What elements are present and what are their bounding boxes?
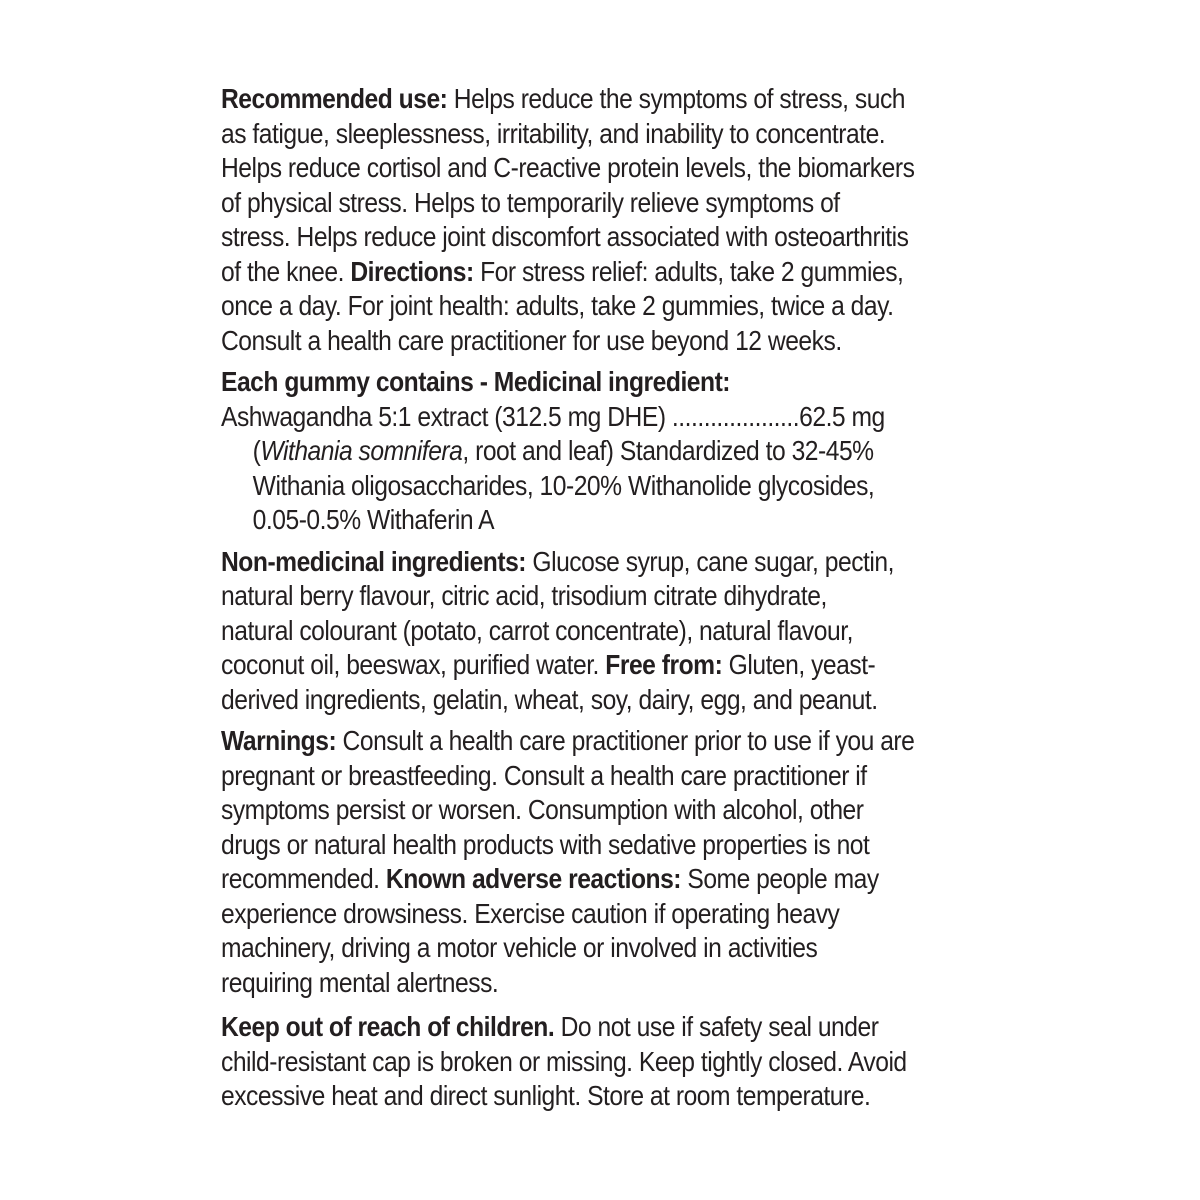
ingredient-detail-line: 0.05-0.5% Withaferin A bbox=[252, 504, 495, 535]
non-medicinal-free-from-line bbox=[221, 648, 907, 683]
directions-line: Consult a health care practitioner for use beyond 12 weeks. bbox=[221, 324, 842, 356]
storage-text: Do not use if safety seal under bbox=[554, 1011, 879, 1042]
recommended-use-line: of physical stress. Helps to temporarily relieve symptoms of bbox=[221, 186, 840, 218]
storage-section bbox=[221, 1010, 1001, 1114]
non-medicinal-line: natural colourant (potato, carrot concentrate), natural flavour, bbox=[221, 614, 853, 646]
warnings-adverse-line bbox=[221, 862, 907, 897]
storage-line: excessive heat and direct sunlight. Store at room temperature. bbox=[221, 1080, 871, 1111]
free-from-heading: Free from: bbox=[605, 649, 723, 680]
directions-heading: Directions: bbox=[350, 255, 474, 287]
free-from-text: Gluten, yeast- bbox=[722, 649, 876, 680]
keep-out-of-reach-heading: Keep out of reach of children. bbox=[221, 1011, 555, 1042]
directions-text: For stress relief: adults, take 2 gummies, bbox=[473, 255, 904, 287]
adverse-reactions-heading: Known adverse reactions: bbox=[385, 863, 682, 894]
recommended-use-section bbox=[221, 82, 1001, 358]
product-label-text bbox=[221, 82, 1001, 1114]
medicinal-heading-text: Each gummy contains - Medicinal ingredient: bbox=[221, 366, 731, 397]
non-medicinal-line bbox=[221, 545, 907, 580]
recommended-use-line bbox=[221, 82, 907, 117]
medicinal-ingredient-section bbox=[221, 365, 1001, 538]
storage-line: child-resistant cap is broken or missing. Keep tightly closed. Avoid bbox=[221, 1045, 907, 1077]
warnings-line: drugs or natural health products with sedative properties is not bbox=[221, 828, 870, 860]
free-from-line: derived ingredients, gelatin, wheat, soy, dairy, egg, and peanut. bbox=[221, 683, 878, 715]
warnings-line: pregnant or breastfeeding. Consult a health care practitioner if bbox=[221, 759, 867, 791]
adverse-reactions-line: experience drowsiness. Exercise caution if operating heavy bbox=[221, 897, 840, 929]
recommended-use-directions-line bbox=[221, 255, 907, 290]
warnings-line: symptoms persist or worsen. Consumption with alcohol, other bbox=[221, 794, 864, 825]
recommended-use-heading: Recommended use: bbox=[221, 83, 448, 114]
paren-open: ( bbox=[252, 435, 261, 466]
warnings-text: recommended. bbox=[221, 863, 386, 894]
non-medicinal-text: coconut oil, beeswax, purified water. bbox=[221, 649, 606, 680]
non-medicinal-heading: Non-medicinal ingredients: bbox=[221, 545, 527, 577]
ingredient-detail-line: Withania oligosaccharides, 10-20% Withanolide glycosides, bbox=[252, 469, 875, 501]
recommended-use-text: Helps reduce the symptoms of stress, such bbox=[447, 83, 906, 114]
ingredient-detail-text: , root and leaf) Standardized to 32-45% bbox=[462, 435, 874, 466]
adverse-reactions-line: requiring mental alertness. bbox=[221, 966, 499, 998]
recommended-use-line: as fatigue, sleeplessness, irritability, and inability to concentrate. bbox=[221, 117, 886, 149]
non-medicinal-text: Glucose syrup, cane sugar, pectin, bbox=[526, 545, 894, 577]
warnings-text: Consult a health care practitioner prior to use if you are bbox=[336, 725, 915, 756]
non-medicinal-section bbox=[221, 545, 1001, 718]
warnings-line bbox=[221, 724, 915, 759]
recommended-use-line: Helps reduce cortisol and C-reactive protein levels, the biomarkers bbox=[221, 152, 915, 183]
non-medicinal-line: natural berry flavour, citric acid, trisodium citrate dihydrate, bbox=[221, 580, 827, 611]
directions-line: once a day. For joint health: adults, take 2 gummies, twice a day. bbox=[221, 290, 894, 321]
latin-name: Withania somnifera bbox=[260, 435, 463, 466]
adverse-reactions-text: Some people may bbox=[681, 863, 879, 894]
ingredient-line: Ashwagandha 5:1 extract (312.5 mg DHE) ....................62.5 mg bbox=[221, 400, 885, 432]
recommended-use-text: of the knee. bbox=[221, 255, 351, 287]
warnings-heading: Warnings: bbox=[221, 725, 337, 756]
medicinal-ingredient-heading bbox=[221, 365, 907, 400]
storage-line bbox=[221, 1010, 907, 1045]
recommended-use-line: stress. Helps reduce joint discomfort associated with osteoarthritis bbox=[221, 221, 909, 252]
adverse-reactions-line: machinery, driving a motor vehicle or involved in activities bbox=[221, 932, 818, 963]
ingredient-detail-line bbox=[221, 434, 907, 469]
warnings-section bbox=[221, 724, 1001, 1000]
